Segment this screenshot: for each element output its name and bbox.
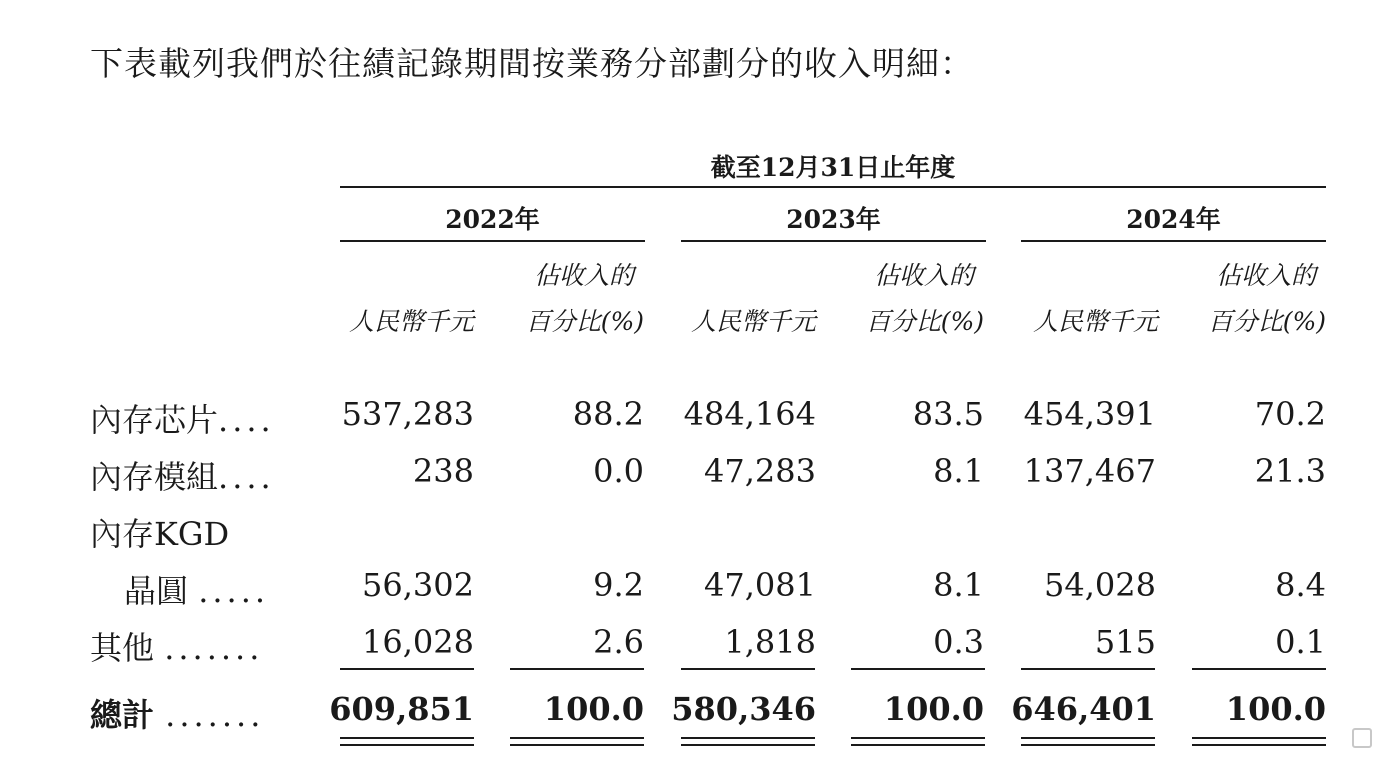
table-cell: 515	[1094, 623, 1156, 661]
period-header: 截至12月31日止年度	[710, 153, 956, 182]
total-cell: 646,401	[1011, 690, 1156, 728]
year-header-2024: 2024年	[1126, 205, 1221, 234]
table-cell: 137,467	[1023, 452, 1156, 490]
sub-header-pct-line1: 佔收入的	[873, 261, 974, 290]
subtotal-rule	[1192, 668, 1326, 670]
total-cell: 609,851	[329, 690, 474, 728]
table-cell: 70.2	[1254, 395, 1326, 433]
table-cell: 2.6	[593, 623, 644, 661]
sub-header-pct-line2: 百分比(%)	[1207, 307, 1326, 336]
table-cell: 0.3	[933, 623, 984, 661]
sub-header-amount: 人民幣千元	[690, 307, 816, 336]
total-double-rule	[510, 744, 644, 746]
sub-header-pct-line1: 佔收入的	[533, 261, 634, 290]
table-cell: 47,081	[704, 566, 816, 604]
total-double-rule	[681, 744, 815, 746]
year-rule-2023	[681, 240, 986, 242]
watermark-logo	[1352, 728, 1372, 748]
table-cell: 484,164	[683, 395, 816, 433]
table-cell: 238	[412, 452, 474, 490]
table-cell: 16,028	[362, 623, 474, 661]
total-double-rule	[510, 737, 644, 739]
period-header-rule	[340, 186, 1326, 188]
intro-text: 下表載列我們於往績記錄期間按業務分部劃分的收入明細：	[90, 44, 974, 83]
table-cell: 0.0	[593, 452, 644, 490]
table-cell: 8.1	[933, 452, 984, 490]
row-label-memory-chips: 內存芯片....	[90, 401, 275, 439]
table-cell: 454,391	[1023, 395, 1156, 433]
total-cell: 100.0	[883, 690, 984, 728]
total-double-rule	[1192, 744, 1326, 746]
row-label-memory-kgd: 內存KGD	[90, 515, 230, 553]
row-label-others: 其他 .......	[90, 629, 264, 667]
row-label-total: 總計 .......	[90, 696, 265, 734]
table-cell: 1,818	[724, 623, 816, 661]
total-double-rule	[1192, 737, 1326, 739]
subtotal-rule	[1021, 668, 1155, 670]
total-double-rule	[340, 744, 474, 746]
subtotal-rule	[340, 668, 474, 670]
watermark-icon	[1352, 728, 1372, 748]
table-cell: 83.5	[912, 395, 984, 433]
row-label-memory-modules: 內存模組....	[90, 458, 275, 496]
table-cell: 21.3	[1254, 452, 1326, 490]
year-header-2022: 2022年	[445, 205, 540, 234]
subtotal-rule	[681, 668, 815, 670]
total-cell: 100.0	[1225, 690, 1326, 728]
total-double-rule	[851, 737, 985, 739]
row-label-wafers: 晶圓 .....	[124, 572, 270, 610]
year-rule-2022	[340, 240, 645, 242]
table-cell: 88.2	[572, 395, 644, 433]
sub-header-pct-line2: 百分比(%)	[525, 307, 644, 336]
sub-header-pct-line2: 百分比(%)	[865, 307, 984, 336]
table-cell: 9.2	[593, 566, 644, 604]
table-cell: 537,283	[341, 395, 474, 433]
sub-header-amount: 人民幣千元	[1032, 307, 1158, 336]
sub-header-pct-line1: 佔收入的	[1215, 261, 1316, 290]
year-header-2023: 2023年	[786, 205, 881, 234]
total-double-rule	[340, 737, 474, 739]
sub-header-amount: 人民幣千元	[348, 307, 474, 336]
subtotal-rule	[510, 668, 644, 670]
subtotal-rule	[851, 668, 985, 670]
total-double-rule	[1021, 744, 1155, 746]
total-double-rule	[681, 737, 815, 739]
total-cell: 580,346	[671, 690, 816, 728]
total-double-rule	[1021, 737, 1155, 739]
table-cell: 0.1	[1275, 623, 1326, 661]
table-cell: 8.1	[933, 566, 984, 604]
total-cell: 100.0	[543, 690, 644, 728]
year-rule-2024	[1021, 240, 1326, 242]
table-cell: 47,283	[704, 452, 816, 490]
table-cell: 54,028	[1044, 566, 1156, 604]
table-cell: 8.4	[1275, 566, 1326, 604]
total-double-rule	[851, 744, 985, 746]
table-cell: 56,302	[362, 566, 474, 604]
